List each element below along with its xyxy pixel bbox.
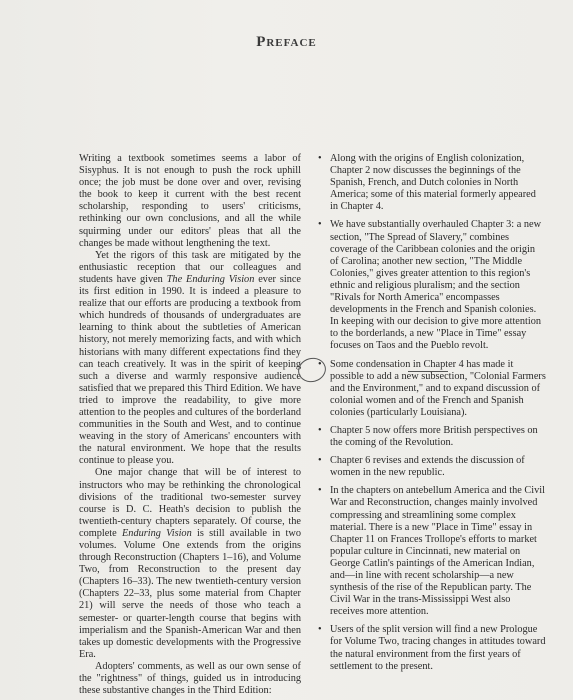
page-title: Preface <box>256 34 317 50</box>
paragraph-3-text-b: is still available in two volumes. Volume One extends from the origins through Reconstruction (Chapters 1–16), and Volume Two, from Reconstruction to the present day (Chapters 16–33). The new twentieth-century version (Chapters 22–33, plus some material from Chapter 21) will serve the needs of those who teach a semester- or quarter-length course that begins with imperialism and the Spanish-American War and then takes up domestic developments with the Progressive Era. <box>79 527 301 660</box>
list-item-text: Along with the origins of English colonization, Chapter 2 now discusses the beginnings of the Spanish, French, and Dutch colonies in North America; some of this material formerly appeared in Chapter 4. <box>330 153 536 213</box>
bullet-icon: • <box>318 358 322 370</box>
change-list <box>318 153 546 679</box>
paragraph-3 <box>79 467 301 661</box>
list-item <box>318 153 546 213</box>
paragraph-2-text-b: ever since its first edition in 1990. It is indeed a pleasure to realize that our efforts are producing a textbook from which hundreds of thousands of undergraduates are learning to think about the subtleties of American history, not merely memorizing facts, and with which historians with many different expectations find they can teach creatively. It was in the spirit of keeping such a diverse and warmly responsive audience satisfied that we prepared this Third Edition. We have tried to improve the readability, to give more attention to the peoples and cultures of the borderland communities in the South and West, and to continue weaving in the story of Americans' encounters with the natural environment. We hope that the results continue to please you. <box>79 273 301 467</box>
paragraph-4: Adopters' comments, as well as our own sense of the "rightness" of things, guided us in introducing these substantive changes in the Third Edition: <box>79 660 301 697</box>
list-item-text: Some condensation in Chapter 4 has made it possible to add a new subsection, "Colonial Farmers and the Environment," and to expand discussion of colonial women and of the French and Spanish colonies (particularly Louisiana). <box>330 358 546 418</box>
list-item-text: In the chapters on antebellum America and the Civil War and Reconstruction, changes mainly involved compressing and streamlining some complex material. There is a new "Place in Time" essay in Chapter 11 on Frances Trollope's efforts to market popular culture in Cincinnati, new material on George Catlin's paintings of the American Indian, and—in line with recent scholarship—a new synthesis of the rise of the Republican party. The Civil War in the trans-Mississippi West also receives more attention. <box>330 485 546 618</box>
paragraph-3-text-a: One major change that will be of interest to instructors who may be rethinking the chronological divisions of the traditional two-semester survey course is D. C. Heath's decision to publish the twentieth-century chapters separately. Of course, the complete <box>79 467 301 539</box>
list-item-text: Chapter 5 now offers more British perspectives on the coming of the Revolution. <box>330 424 538 449</box>
list-item <box>318 219 546 352</box>
list-item <box>318 455 546 479</box>
list-item <box>318 425 546 449</box>
list-item <box>318 624 546 672</box>
book-title-italic: The Enduring Vision <box>166 273 255 285</box>
bullet-icon: • <box>318 455 322 467</box>
list-item-text: Users of the split version will find a new Prologue for Volume Two, tracing changes in attitudes toward the natural environment from the first years of settlement to the present. <box>330 624 546 672</box>
left-column <box>79 153 301 697</box>
bullet-icon: • <box>318 219 322 231</box>
paragraph-1: Writing a textbook sometimes seems a labor of Sisyphus. It is not enough to push the rock uphill once; the job must be done over and over, revising the book to keep it current with the best recent scholarship, responding to users' criticisms, rethinking our own conclusions, and all the while squirming under our editors' pleas that all the changes be made without lengthening the text. <box>79 153 301 249</box>
list-item <box>318 485 546 618</box>
list-item-text: Chapter 6 revises and extends the discussion of women in the new republic. <box>330 455 525 479</box>
bullet-icon: • <box>318 485 322 497</box>
list-item <box>318 359 546 419</box>
paragraph-2 <box>79 250 301 468</box>
bullet-icon: • <box>318 624 322 636</box>
paragraph-2-text-a: Yet the rigors of this task are mitigated by the enthusiastic reception that our colleagues and students have given <box>79 249 301 285</box>
book-title-italic: Enduring Vision <box>122 527 192 539</box>
pen-underline-annotation <box>408 371 448 372</box>
list-item-text: We have substantially overhauled Chapter 3: a new section, "The Spread of Slavery," combines coverage of the Caribbean colonies and the origin of Carolina; another new section, "The Middle Colonies," gives greater attention to this region's ethnic and religious pluralism; and the section "Rivals for North America" encompasses developments in the French and Spanish colonies. In keeping with our decision to give more attention to the borderlands, a new "Place in Time" essay focuses on Taos and the Pueblo revolt. <box>330 219 542 352</box>
bullet-icon: • <box>318 153 322 164</box>
bullet-icon: • <box>318 424 322 436</box>
